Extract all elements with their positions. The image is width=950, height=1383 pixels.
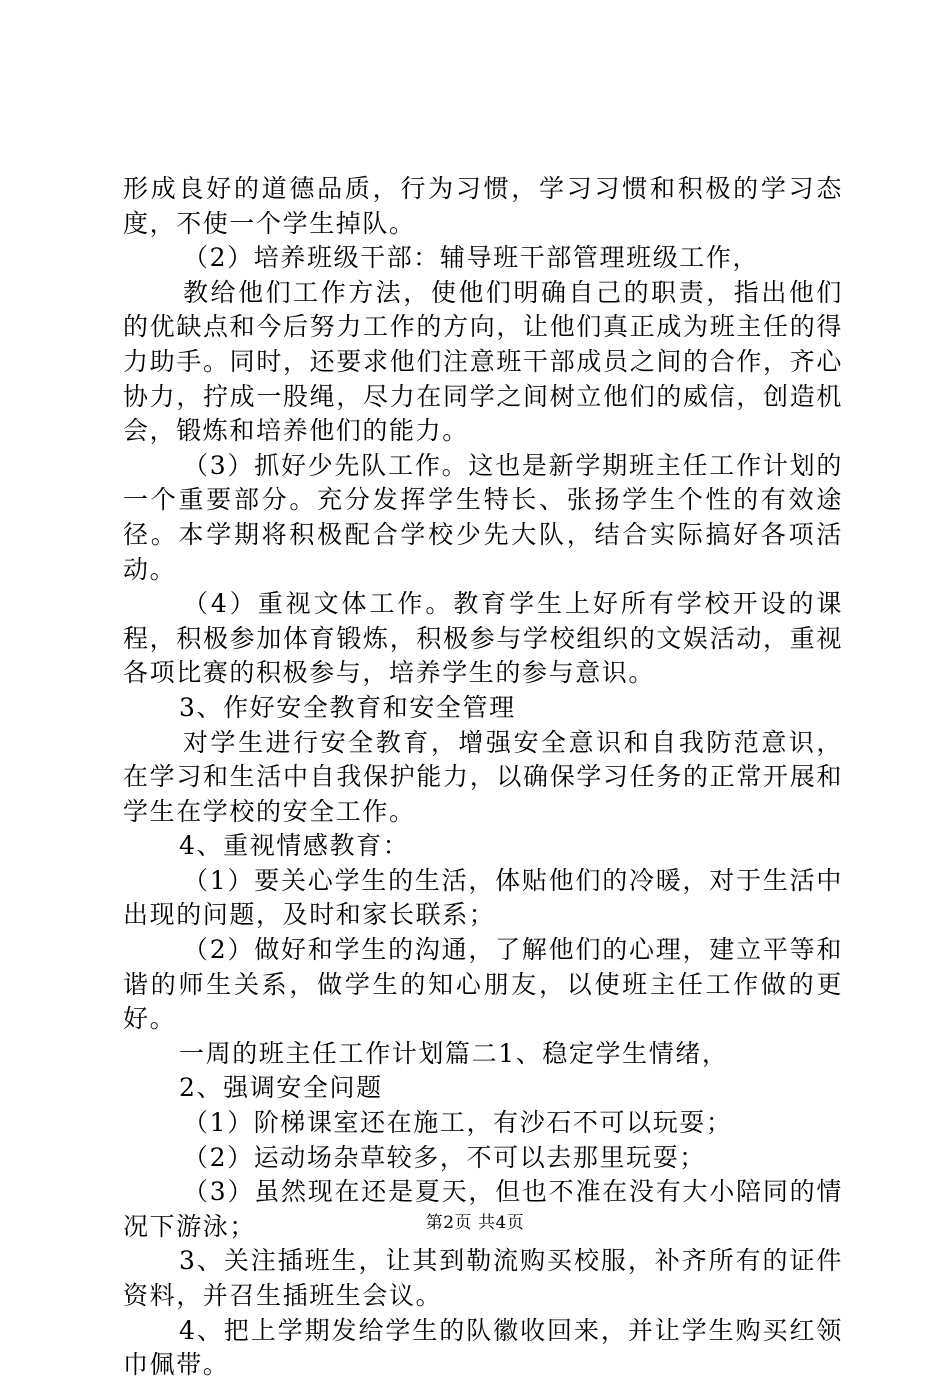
paragraph: 教给他们工作方法，使他们明确自己的职责，指出他们的优缺点和今后努力工作的方向，让他们真正成为班主任的得力助手。同时，还要求他们注意班干部成员之间的合作，齐心协力，拧成一股绳，尽力在同学之间树立他们的威信，创造机会，锻炼和培养他们的能力。	[123, 277, 843, 446]
list-item: （2）运动场杂草较多，不可以去那里玩耍；	[183, 1142, 706, 1172]
section-heading: 4、重视情感教育：	[179, 831, 410, 861]
paragraph: 3、关注插班生，让其到勒流购买校服，补齐所有的证件资料，并召生插班生会议。	[123, 1246, 843, 1310]
list-item: （1）阶梯课室还在施工，有沙石不可以玩耍；	[183, 1108, 733, 1138]
paragraph: 4、把上学期发给学生的队徽收回来，并让学生购买红领巾佩带。	[123, 1315, 843, 1380]
paragraph: 形成良好的道德品质，行为习惯，学习习惯和积极的学习态度，不使一个学生掉队。	[123, 174, 843, 238]
paragraph: （1）要关心学生的生活，体贴他们的冷暖，对于生活中出现的问题，及时和家长联系；	[123, 865, 843, 930]
page-number-footer: 第2页 共4页	[425, 1213, 525, 1233]
paragraph: （3）抓好少先队工作。这也是新学期班主任工作计划的一个重要部分。充分发挥学生特长、张扬学生个性的有效途径。本学期将积极配合学校少先大队，结合实际搞好各项活动。	[123, 450, 843, 584]
section-heading: 3、作好安全教育和安全管理	[179, 692, 516, 722]
paragraph: （2）做好和学生的沟通，了解他们的心理，建立平等和谐的师生关系，做学生的知心朋友，以使班主任工作做的更好。	[123, 935, 843, 1034]
document-body	[123, 172, 843, 1383]
section-heading: 一周的班主任工作计划篇二1、稳定学生情绪，	[179, 1038, 729, 1068]
paragraph: （4）重视文体工作。教育学生上好所有学校开设的课程，积极参加体育锻炼，积极参与学校组织的文娱活动，重视各项比赛的积极参与，培养学生的参与意识。	[123, 589, 843, 688]
section-heading: 2、强调安全问题	[179, 1073, 383, 1103]
paragraph: 对学生进行安全教育，增强安全意识和自我防范意识，在学习和生活中自我保护能力，以确保学习任务的正常开展和学生在学校的安全工作。	[123, 727, 843, 826]
paragraph: （2）培养班级干部：辅导班干部管理班级工作，	[183, 243, 760, 273]
list-item: （3）虽然现在还是夏天，但也不准在没有大小陪同的情况下游泳；	[123, 1177, 843, 1241]
